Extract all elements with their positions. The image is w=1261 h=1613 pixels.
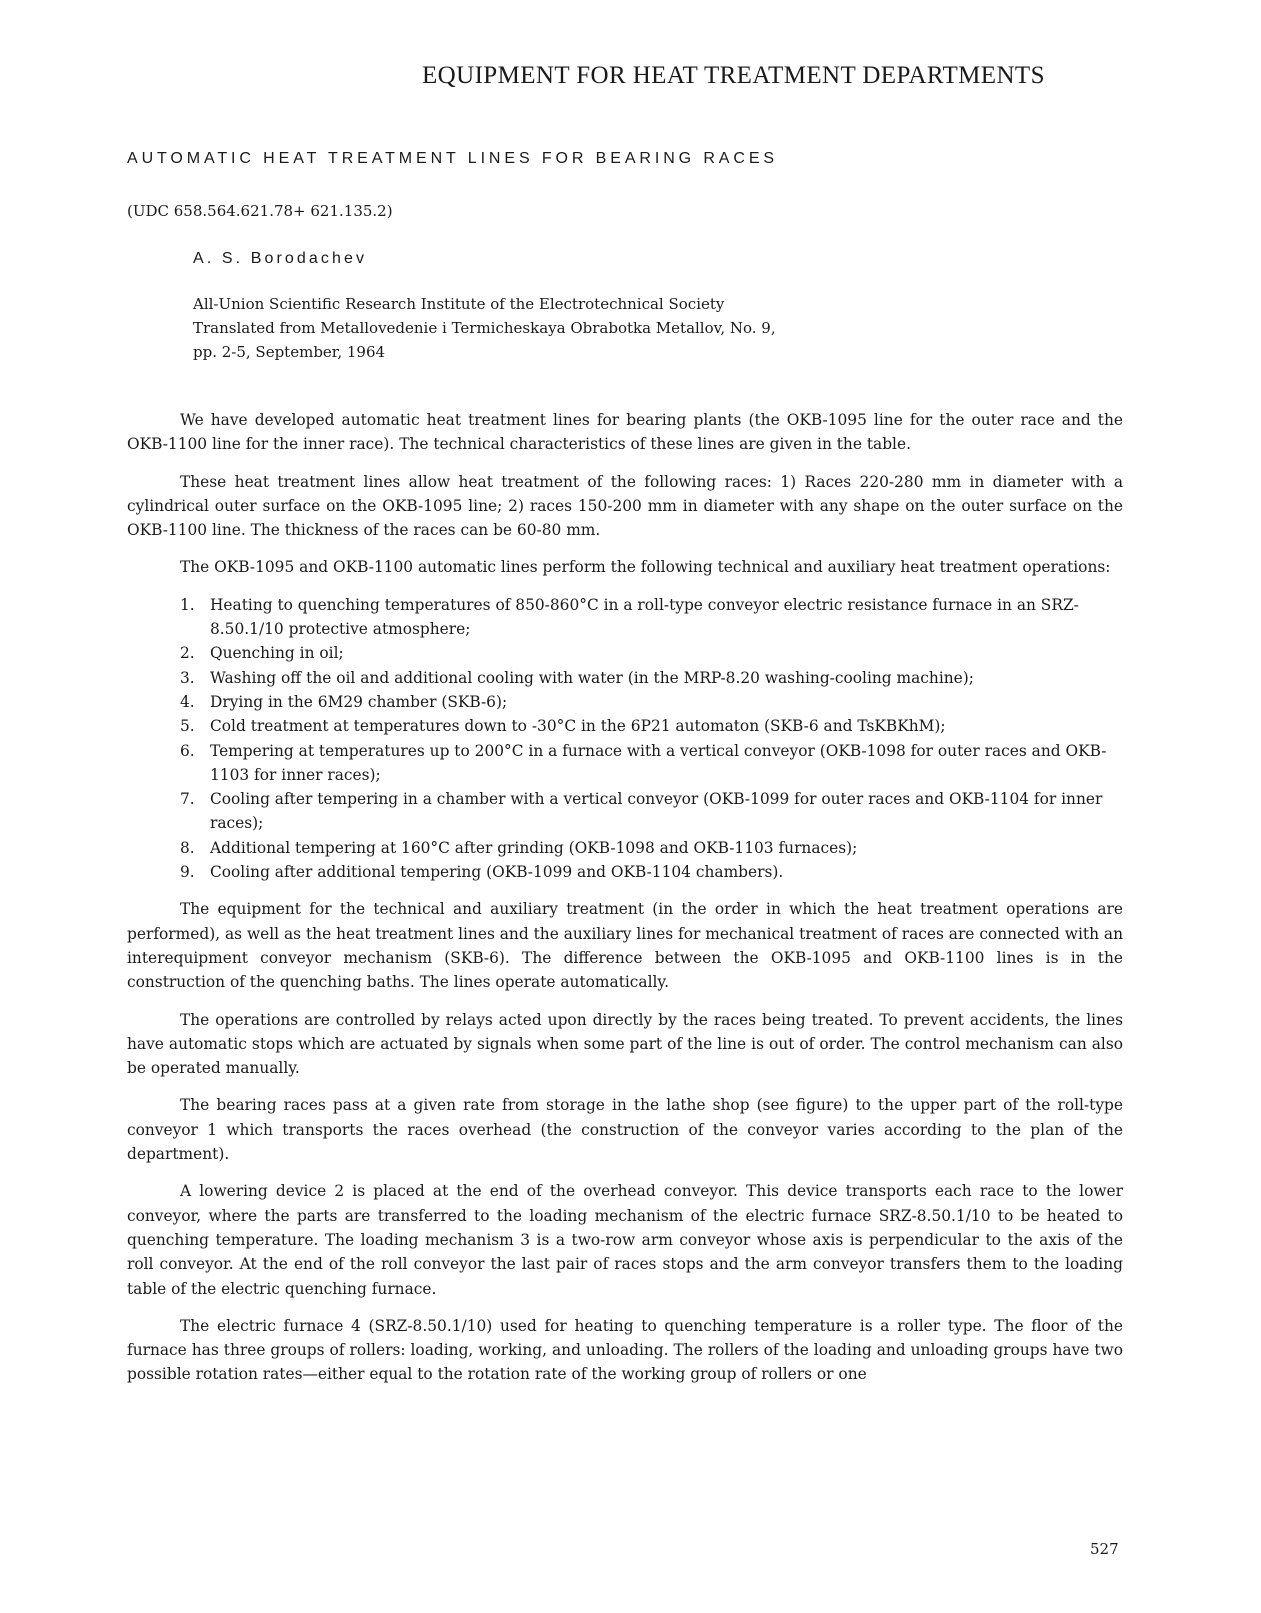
list-item (127, 836, 1123, 860)
list-item-text: Cooling after tempering in a chamber with a vertical conveyor (OKB-1099 for outer races and OKB-1104 for inner races); (210, 790, 1103, 833)
page-number: 527 (1090, 1540, 1119, 1558)
affiliation-line: All-Union Scientific Research Institute of the Electrotechnical Society (193, 295, 725, 313)
pages-date-line: pp. 2-5, September, 1964 (193, 343, 386, 361)
list-item (127, 641, 1123, 665)
paragraph: The OKB-1095 and OKB-1100 automatic lines perform the following technical and auxiliary heat treatment operations: (180, 558, 1111, 577)
paragraph: The operations are controlled by relays acted upon directly by the races being treated. To prevent accidents, the lines have automatic stops which are actuated by signals when some part of the line is out of order. The control mechanism can also be operated manually. (127, 1010, 1123, 1078)
list-item (127, 739, 1123, 788)
section-header: EQUIPMENT FOR HEAT TREATMENT DEPARTMENTS (422, 62, 1045, 89)
translation-source-line: Translated from Metallovedenie i Termicheskaya Obrabotka Metallov, No. 9, (193, 319, 776, 337)
list-item-number: 5. (180, 717, 195, 736)
list-item-text: Cooling after additional tempering (OKB-1099 and OKB-1104 chambers). (210, 863, 784, 882)
list-item (127, 714, 1123, 738)
paragraph: The electric furnace 4 (SRZ-8.50.1/10) used for heating to quenching temperature is a roller type. The floor of the furnace has three groups of rollers: loading, working, and unloading. The rollers of the loading and unloading groups have two possible rotation rates—either equal to the rotation rate of the working group of rollers or one (127, 1316, 1123, 1384)
list-item-number: 2. (180, 644, 195, 663)
paragraph: The equipment for the technical and auxiliary treatment (in the order in which the heat treatment operations are performed), as well as the heat treatment lines and the auxiliary lines for mechanical treatment of races are connected with an interequipment conveyor mechanism (SKB-6). The difference between the OKB-1095 and OKB-1100 lines is in the construction of the quenching baths. The lines operate automatically. (127, 900, 1123, 992)
list-item-text: Drying in the 6M29 chamber (SKB-6); (210, 692, 508, 711)
list-item (127, 690, 1123, 714)
list-item-number: 7. (180, 790, 195, 809)
list-item-text: Additional tempering at 160°C after grinding (OKB-1098 and OKB-1103 furnaces); (210, 838, 858, 857)
list-item (127, 593, 1123, 642)
paragraph: These heat treatment lines allow heat treatment of the following races: 1) Races 220-280 mm in diameter with a cylindrical outer surface on the OKB-1095 line; 2) races 150-200 mm in diameter with any shape on the outer surface on the OKB-1100 line. The thickness of the races can be 60-80 mm. (127, 472, 1123, 540)
list-item-number: 3. (180, 668, 195, 687)
operations-list (127, 593, 1123, 885)
list-item-text: Cold treatment at temperatures down to -30°C in the 6P21 automaton (SKB-6 and TsKBKhM); (210, 717, 946, 736)
list-item-number: 1. (180, 595, 195, 614)
article-body (127, 408, 1123, 1400)
udc-code: (UDC 658.564.621.78+ 621.135.2) (127, 202, 393, 220)
list-item-number: 6. (180, 741, 195, 760)
list-item-number: 9. (180, 863, 195, 882)
paragraph: We have developed automatic heat treatment lines for bearing plants (the OKB-1095 line for the outer race and the OKB-1100 line for the inner race). The technical characteristics of these lines are given in the table. (127, 411, 1123, 454)
list-item (127, 666, 1123, 690)
paragraph: A lowering device 2 is placed at the end of the overhead conveyor. This device transports each race to the lower conveyor, where the parts are transferred to the loading mechanism of the electric furnace SRZ-8.50.1/10 to be heated to quenching temperature. The loading mechanism 3 is a two-row arm conveyor whose axis is perpendicular to the axis of the roll conveyor. At the end of the roll conveyor the last pair of races stops and the arm conveyor transfers them to the loading table of the electric quenching furnace. (127, 1182, 1123, 1298)
list-item-text: Heating to quenching temperatures of 850-860°C in a roll-type conveyor electric resistance furnace in an SRZ-8.50.1/10 protective atmosphere; (210, 595, 1079, 639)
affiliation-block (193, 292, 776, 364)
list-item-text: Tempering at temperatures up to 200°C in a furnace with a vertical conveyor (OKB-1098 for outer races and OKB-1103 for inner races); (210, 741, 1107, 784)
list-item-text: Washing off the oil and additional cooling with water (in the MRP-8.20 washing-cooling machine); (210, 668, 974, 687)
list-item-number: 8. (180, 838, 195, 857)
article-title: AUTOMATIC HEAT TREATMENT LINES FOR BEARING RACES (127, 150, 778, 167)
list-item-number: 4. (180, 692, 195, 711)
list-item (127, 787, 1123, 836)
list-item (127, 860, 1123, 884)
list-item-text: Quenching in oil; (210, 644, 344, 663)
paragraph: The bearing races pass at a given rate from storage in the lathe shop (see figure) to the upper part of the roll-type conveyor 1 which transports the races overhead (the construction of the conveyor varies according to the plan of the department). (127, 1096, 1123, 1164)
author-name: A. S. Borodachev (193, 250, 368, 267)
